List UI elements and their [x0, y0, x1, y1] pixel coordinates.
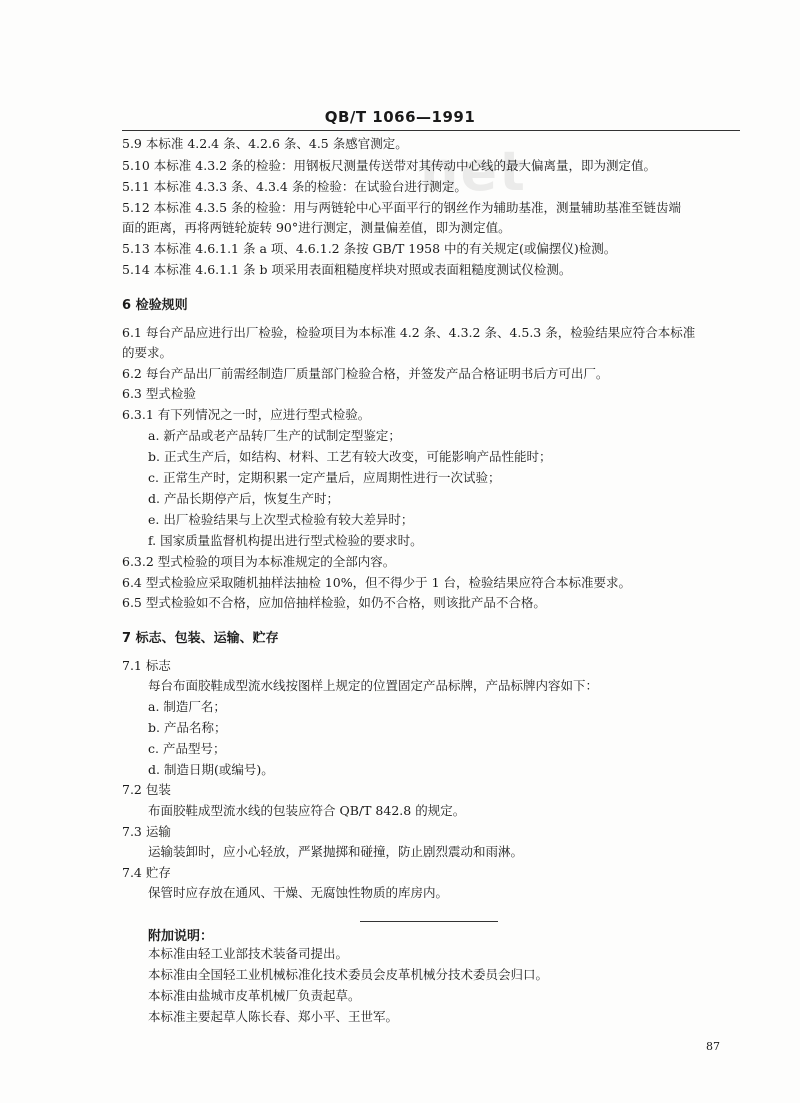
text-line: e. 出厂检验结果与上次型式检验有较大差异时；	[148, 512, 414, 527]
text-line: 5.12 本标准 4.3.5 条的检验：用与两链轮中心平面平行的钢丝作为辅助基准，测量辅助基准至链齿端	[122, 200, 682, 215]
text-line: 本标准主要起草人陈长春、郑小平、王世军。	[148, 1009, 399, 1024]
text-line: 7.3 运输	[122, 824, 171, 839]
text-line: 运输装卸时，应小心轻放，严紧抛掷和碰撞，防止剧烈震动和雨淋。	[148, 844, 524, 859]
section-heading: 7 标志、包装、运输、贮存	[122, 631, 279, 646]
text-line: 7.1 标志	[122, 658, 171, 673]
text-line: 6.4 型式检验应采取随机抽样法抽检 10%，但不得少于 1 台，检验结果应符合本标准要求。	[122, 575, 632, 590]
section-heading: 6 检验规则	[122, 298, 188, 313]
standard-number-header: QB/T 1066—1991	[324, 108, 476, 126]
text-line: 6.3.1 有下列情况之一时，应进行型式检验。	[122, 407, 371, 422]
text-line: c. 正常生产时，定期积累一定产量后，应周期性进行一次试验；	[148, 470, 501, 485]
text-line: 5.11 本标准 4.3.3 条、4.3.4 条的检验：在试验台进行测定。	[122, 179, 467, 194]
text-line: 7.2 包装	[122, 782, 171, 797]
text-line: 5.10 本标准 4.3.2 条的检验：用钢板尺测量传送带对其传动中心线的最大偏离量，即为测定值。	[122, 158, 657, 173]
text-line: 6.5 型式检验如不合格，应加倍抽样检验，如仍不合格，则该批产品不合格。	[122, 595, 546, 610]
text-line: 本标准由全国轻工业机械标准化技术委员会皮革机械分技术委员会归口。	[148, 967, 549, 982]
text-line: f. 国家质量监督机构提出进行型式检验的要求时。	[148, 533, 423, 548]
text-line: 布面胶鞋成型流水线的包装应符合 QB/T 842.8 的规定。	[148, 803, 466, 818]
page-number: 87	[706, 1040, 720, 1053]
text-line: a. 制造厂名；	[148, 699, 226, 714]
text-line: 6.2 每台产品出厂前需经制造厂质量部门检验合格，并签发产品合格证明书后方可出厂。	[122, 366, 609, 381]
text-line: 5.14 本标准 4.6.1.1 条 b 项采用表面粗糙度样块对照或表面粗糙度测试仪检测。	[122, 262, 572, 277]
text-line: d. 制造日期(或编号)。	[148, 762, 274, 777]
text-line: a. 新产品或老产品转厂生产的试制定型鉴定；	[148, 428, 401, 443]
text-line: b. 正式生产后，如结构、材料、工艺有较大改变，可能影响产品性能时；	[148, 449, 552, 464]
header-divider	[122, 130, 740, 131]
text-line: c. 产品型号；	[148, 741, 226, 756]
text-line: 本标准由盐城市皮革机械厂负责起草。	[148, 988, 361, 1003]
text-line: 每台布面胶鞋成型流水线按图样上规定的位置固定产品标牌，产品标牌内容如下：	[148, 678, 599, 693]
text-line: 保管时应存放在通风、干燥、无腐蚀性物质的库房内。	[148, 885, 449, 900]
section-heading: 附加说明：	[148, 929, 214, 944]
text-line: 6.1 每台产品应进行出厂检验，检验项目为本标准 4.2 条、4.3.2 条、4.5.3 条，检验结果应符合本标准	[122, 325, 696, 340]
text-line: 面的距离，再将两链轮旋转 90°进行测定，测量偏差值，即为测定值。	[122, 220, 511, 235]
text-line: 6.3 型式检验	[122, 386, 196, 401]
footer-divider	[360, 921, 498, 922]
watermark: net	[420, 140, 527, 203]
text-line: 本标准由轻工业部技术装备司提出。	[148, 946, 349, 961]
text-line: 7.4 贮存	[122, 865, 171, 880]
text-line: 的要求。	[122, 345, 173, 360]
text-line: b. 产品名称；	[148, 720, 227, 735]
text-line: d. 产品长期停产后，恢复生产时；	[148, 491, 339, 506]
text-line: 5.9 本标准 4.2.4 条、4.2.6 条、4.5 条感官测定。	[122, 136, 408, 151]
text-line: 6.3.2 型式检验的项目为本标准规定的全部内容。	[122, 554, 396, 569]
text-line: 5.13 本标准 4.6.1.1 条 a 项、4.6.1.2 条按 GB/T 1958 中的有关规定(或偏摆仪)检测。	[122, 241, 617, 256]
